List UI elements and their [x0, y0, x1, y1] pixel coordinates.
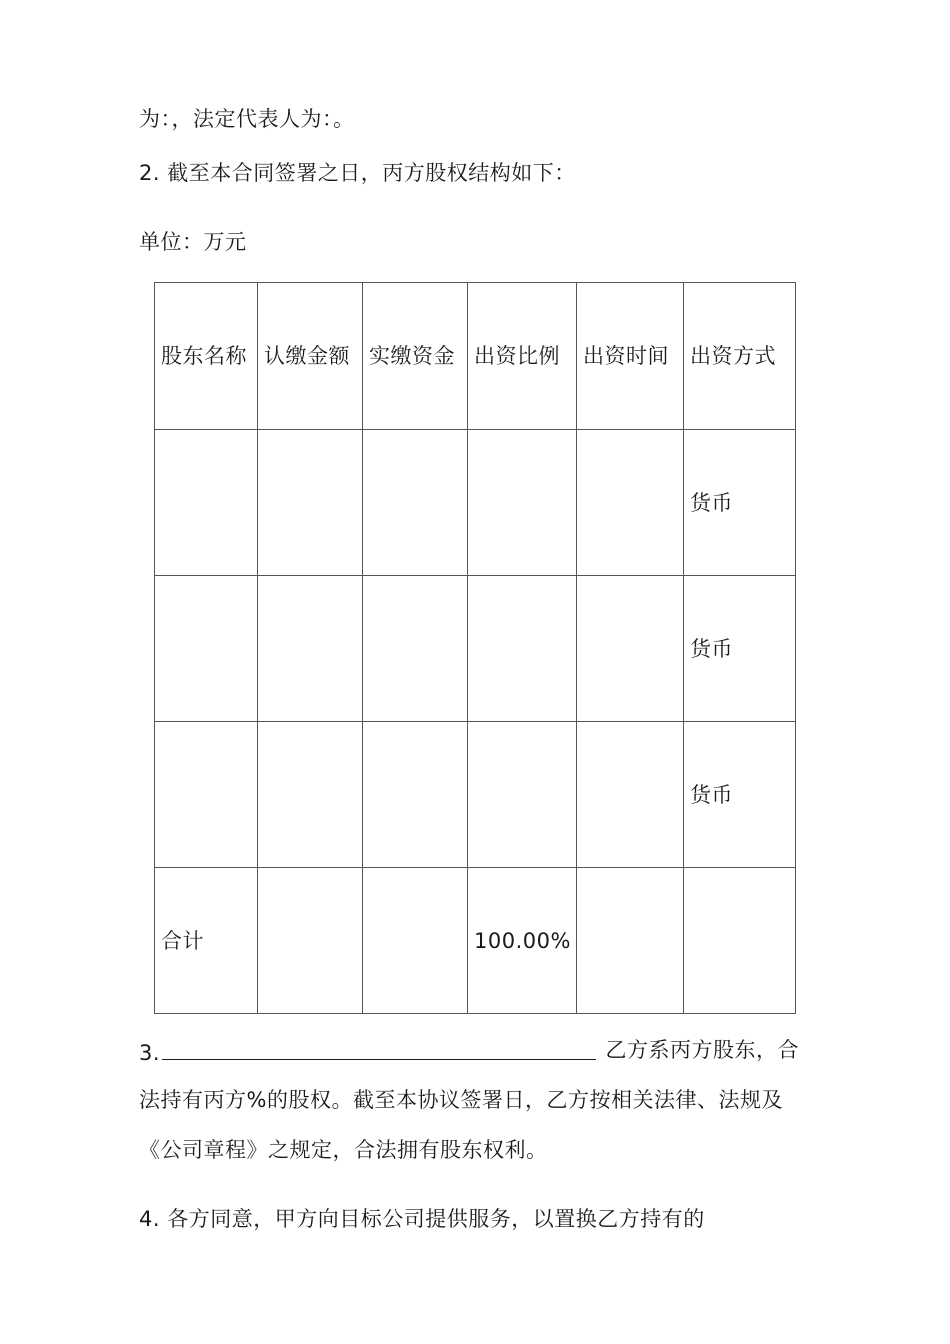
table-cell — [155, 430, 258, 576]
table-header-row — [155, 283, 796, 430]
header-shareholder-name: 股东名称 — [155, 283, 258, 430]
unit-label: 单位：万元 — [139, 230, 247, 254]
fill-in-blank-line — [162, 1035, 596, 1060]
table-cell — [363, 576, 468, 722]
table-cell — [577, 868, 684, 1014]
table-cell: 货币 — [684, 430, 796, 576]
paragraph-3-line-3: 《公司章程》之规定，合法拥有股东权利。 — [139, 1138, 548, 1162]
table-cell — [468, 576, 577, 722]
paragraph-3-right-text: 乙方系丙方股东，合 — [605, 1038, 799, 1062]
table-cell — [258, 868, 363, 1014]
table-cell — [258, 576, 363, 722]
table-cell — [577, 430, 684, 576]
header-paid-in-capital: 实缴资金 — [363, 283, 468, 430]
equity-structure-table — [154, 282, 796, 1014]
table-row — [155, 576, 796, 722]
table-cell — [684, 868, 796, 1014]
paragraph-1-tail: 为：，法定代表人为：。 — [139, 107, 355, 131]
header-contribution-time: 出资时间 — [577, 283, 684, 430]
table-cell — [577, 722, 684, 868]
table-cell — [363, 722, 468, 868]
table-cell — [155, 722, 258, 868]
table-total-row — [155, 868, 796, 1014]
paragraph-3-number: 3. — [139, 1041, 161, 1065]
header-contribution-ratio: 出资比例 — [468, 283, 577, 430]
paragraph-2: 2. 截至本合同签署之日，丙方股权结构如下： — [139, 161, 576, 185]
table-cell: 货币 — [684, 576, 796, 722]
total-ratio: 100.00% — [468, 868, 577, 1014]
paragraph-3-line-2: 法持有丙方%的股权。截至本协议签署日，乙方按相关法律、法规及 — [139, 1088, 783, 1112]
table-cell — [468, 430, 577, 576]
table-cell — [258, 722, 363, 868]
table-cell — [155, 576, 258, 722]
paragraph-3-number-with-blank — [139, 1035, 596, 1068]
table-cell — [577, 576, 684, 722]
table-cell — [363, 430, 468, 576]
header-contribution-method: 出资方式 — [684, 283, 796, 430]
table-row — [155, 722, 796, 868]
paragraph-4: 4. 各方同意，甲方向目标公司提供服务，以置换乙方持有的 — [139, 1207, 705, 1231]
table-cell — [258, 430, 363, 576]
table-cell: 货币 — [684, 722, 796, 868]
table-cell — [363, 868, 468, 1014]
table-cell — [468, 722, 577, 868]
total-label: 合计 — [155, 868, 258, 1014]
header-subscribed-amount: 认缴金额 — [258, 283, 363, 430]
paragraph-3-line-1 — [139, 1035, 799, 1068]
table-row — [155, 430, 796, 576]
